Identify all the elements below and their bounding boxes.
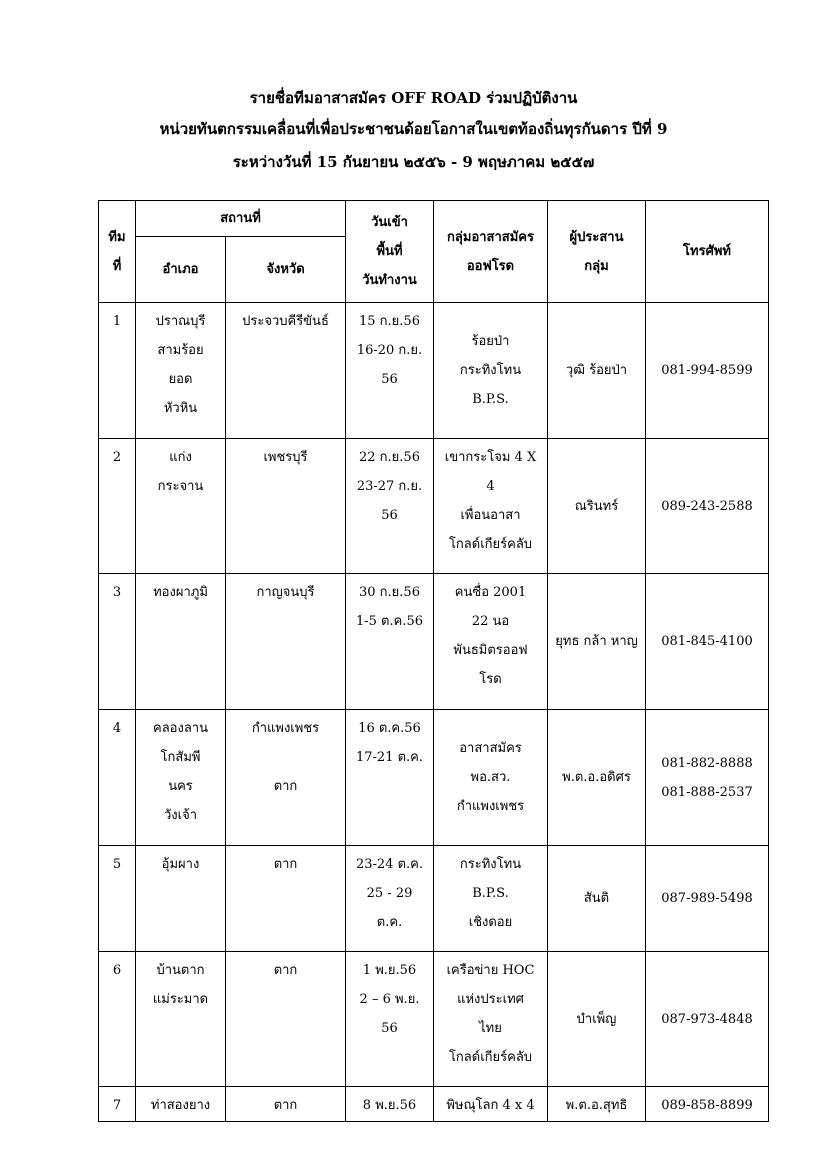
table-row [99,710,769,846]
coordinator-cell: พ.ต.อ.อดิศร [548,710,646,846]
header-group: กลุ่มอาสาสมัคร ออฟโรด [434,201,548,303]
dates-cell: 1 พ.ย.56 2 – 6 พ.ย. 56 [346,952,434,1087]
coordinator-cell: ณรินทร์ [548,439,646,574]
phone-cell: 089-858-8899 [646,1087,769,1122]
document-subtitle: หน่วยทันตกรรมเคลื่อนที่เพื่อประชาชนด้อยโอกาสในเขตท้องถิ่นทุรกันดาร ปีที่ 9 [159,120,668,138]
district-cell: อุ้มผาง [136,846,226,952]
dates-cell: 30 ก.ย.56 1-5 ต.ค.56 [346,574,434,710]
header-phone: โทรศัพท์ [646,201,769,303]
phone-cell: 081-845-4100 [646,574,769,710]
phone-cell: 087-973-4848 [646,952,769,1087]
team-no: 4 [99,710,136,846]
district-cell: บ้านตาก แม่ระมาด [136,952,226,1087]
group-cell: พิษณุโลก 4 x 4 [434,1087,548,1122]
group-cell: คนซื่อ 2001 22 นอ พันธมิตรออฟ โรด [434,574,548,710]
dates-cell: 22 ก.ย.56 23-27 ก.ย. 56 [346,439,434,574]
table-row [99,952,769,1087]
province-cell: ประจวบคีรีขันธ์ [226,303,346,439]
team-no: 3 [99,574,136,710]
table-row [99,846,769,952]
header-team-no: ทีม ที่ [99,201,136,303]
province-cell: ตาก [226,846,346,952]
header-district: อำเภอ [136,237,226,303]
team-no: 6 [99,952,136,1087]
phone-cell: 081-882-8888 081-888-2537 [646,710,769,846]
phone-cell: 087-989-5498 [646,846,769,952]
header-coordinator: ผู้ประสาน กลุ่ม [548,201,646,303]
dates-cell: 23-24 ต.ค. 25 - 29 ต.ค. [346,846,434,952]
province-cell: กาญจนบุรี [226,574,346,710]
header-dates: วันเข้า พื้นที่ วันทำงาน [346,201,434,303]
table-row [99,1087,769,1122]
coordinator-cell: วุฒิ ร้อยป่า [548,303,646,439]
team-no: 5 [99,846,136,952]
header-province: จังหวัด [226,237,346,303]
district-cell: ท่าสองยาง [136,1087,226,1122]
phone-cell: 081-994-8599 [646,303,769,439]
table-row [99,439,769,574]
district-cell: แก่ง กระจาน [136,439,226,574]
coordinator-cell: สันติ [548,846,646,952]
province-cell: กำแพงเพชร ตาก [226,710,346,846]
district-cell: คลองลาน โกสัมพี นคร วังเจ้า [136,710,226,846]
group-cell: เครือข่าย HOC แห่งประเทศ ไทย โกลด์เกียร์คลับ [434,952,548,1087]
document-date-range: ระหว่างวันที่ 15 กันยายน ๒๕๕๖ - 9 พฤษภาคม ๒๕๕๗ [232,153,595,171]
table-row [99,303,769,439]
volunteer-team-table [98,200,769,1122]
group-cell: เขากระโจม 4 X 4 เพื่อนอาสา โกลด์เกียร์คลับ [434,439,548,574]
coordinator-cell: พ.ต.อ.สุทธิ [548,1087,646,1122]
district-cell: ปราณบุรี สามร้อย ยอด หัวหิน [136,303,226,439]
document-title: รายชื่อทีมอาสาสมัคร OFF ROAD ร่วมปฏิบัติงาน [249,89,578,107]
phone-cell: 089-243-2588 [646,439,769,574]
province-cell: ตาก [226,952,346,1087]
group-cell: ร้อยป่า กระทิงโทน B.P.S. [434,303,548,439]
dates-cell: 16 ต.ค.56 17-21 ต.ค. [346,710,434,846]
table-row [99,574,769,710]
province-cell: เพชรบุรี [226,439,346,574]
coordinator-cell: บำเพ็ญ [548,952,646,1087]
district-cell: ทองผาภูมิ [136,574,226,710]
province-cell: ตาก [226,1087,346,1122]
team-no: 1 [99,303,136,439]
group-cell: กระทิงโทน B.P.S. เชิงดอย [434,846,548,952]
team-no: 7 [99,1087,136,1122]
dates-cell: 8 พ.ย.56 [346,1087,434,1122]
group-cell: อาสาสมัคร พอ.สว. กำแพงเพชร [434,710,548,846]
header-location: สถานที่ [136,201,346,237]
dates-cell: 15 ก.ย.56 16-20 ก.ย. 56 [346,303,434,439]
team-no: 2 [99,439,136,574]
coordinator-cell: ยุทธ กล้า หาญ [548,574,646,710]
